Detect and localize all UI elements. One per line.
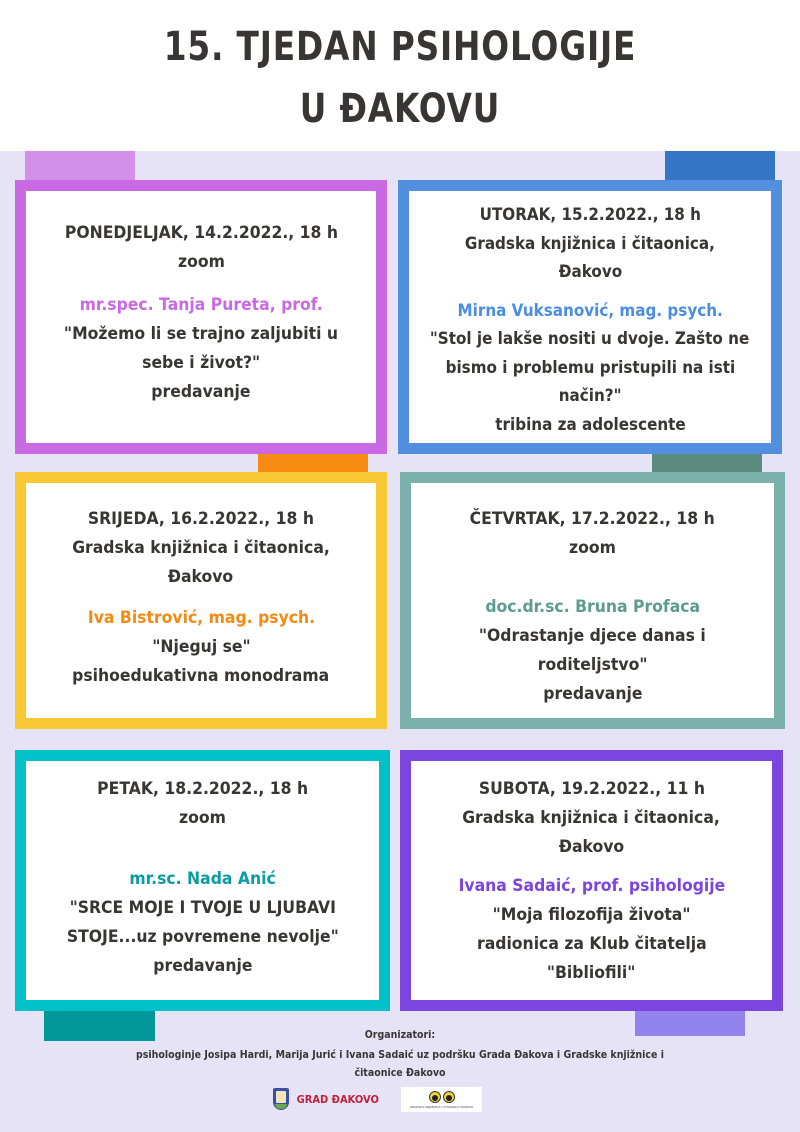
page-title-line-1: 15. TJEDAN PSIHOLOGIJE [163, 24, 637, 70]
event-type: radionica za Klub čitatelja [476, 934, 707, 954]
event-card-saturday [400, 750, 783, 1011]
grad-djakovo-logo [273, 1087, 383, 1111]
event-date: SUBOTA, 19.2.2022., 11 h [478, 779, 705, 799]
event-card-friday [15, 750, 390, 1011]
event-location: Gradska knjižnica i čitaonica, [462, 808, 721, 828]
event-location: Gradska knjižnica i čitaonica, [72, 538, 330, 558]
event-type: predavanje [152, 956, 253, 976]
library-logo [401, 1087, 482, 1112]
event-speaker: Mirna Vuksanović, mag. psych. [457, 300, 723, 320]
event-card-thursday [400, 472, 785, 729]
city-shield-icon [273, 1088, 289, 1110]
event-location: Gradska knjižnica i čitaonica, [464, 233, 716, 253]
event-title: roditeljstvo" [537, 655, 648, 675]
event-location: Đakovo [168, 567, 234, 587]
event-title: STOJE...uz povremene nevolje" [66, 927, 339, 947]
event-card-monday [15, 180, 387, 454]
event-card-tuesday [398, 180, 782, 454]
event-speaker: mr.sc. Nada Anić [129, 869, 276, 889]
event-type: tribina za adolescente [494, 414, 686, 434]
event-date: PETAK, 18.2.2022., 18 h [97, 779, 308, 799]
event-title: "Možemo li se trajno zaljubiti u [63, 324, 339, 344]
event-location: Đakovo [558, 837, 625, 857]
event-title: "Odrastanje djece danas i [479, 626, 706, 646]
event-location: zoom [179, 808, 226, 828]
footer-heading [0, 1028, 800, 1041]
organizers-line-1: psihologinje Josipa Hardi, Marija Jurić i Ivana Sadaić uz podršku Grada Đakova i Gradske knjižnice i [136, 1048, 664, 1061]
event-speaker: Ivana Sadaić, prof. psihologije [458, 876, 725, 896]
deco-block-purple [25, 151, 135, 181]
page-title-line-2: U ĐAKOVU [299, 86, 501, 132]
event-title: "Moja filozofija života" [492, 905, 691, 925]
organizers-heading: Organizatori: [364, 1028, 436, 1041]
event-date: ČETVRTAK, 17.2.2022., 18 h [469, 509, 716, 529]
event-speaker: Iva Bistrović, mag. psych. [87, 608, 315, 628]
footer-organizers-2 [0, 1066, 800, 1079]
event-title: "Stol je lakše nositi u dvoje. Zašto ne [430, 329, 750, 348]
deco-block-green [652, 453, 762, 473]
header [0, 0, 800, 151]
event-type: psihoedukativna monodrama [72, 666, 330, 686]
event-type: predavanje [542, 684, 643, 704]
footer-organizers [0, 1048, 800, 1061]
event-location: Đakovo [558, 262, 622, 281]
deco-block-blue [665, 151, 775, 181]
event-location: zoom [177, 252, 225, 272]
event-speaker: doc.dr.sc. Bruna Profaca [485, 597, 700, 617]
event-date: PONEDJELJAK, 14.2.2022., 18 h [64, 223, 338, 243]
event-title: "SRCE MOJE I TVOJE U LJUBAVI [69, 898, 336, 918]
event-location: zoom [569, 538, 616, 558]
event-type: "Bibliofili" [547, 963, 636, 983]
owl-eyes-icon [429, 1091, 455, 1103]
event-date: UTORAK, 15.2.2022., 18 h [479, 205, 701, 224]
event-type: predavanje [151, 382, 251, 402]
event-title: način?" [558, 386, 622, 405]
event-title: bismo i problemu pristupili na isti [445, 357, 735, 377]
organizers-line-2: čitaonice Đakovo [354, 1066, 446, 1079]
event-card-wednesday [15, 472, 387, 729]
city-logo-text: GRAD ĐAKOVO [296, 1092, 379, 1106]
event-date: SRIJEDA, 16.2.2022., 18 h [87, 509, 315, 529]
event-title: "Njeguj se" [151, 637, 251, 657]
deco-block-orange [258, 453, 368, 473]
library-logo-caption: GRADSKA KNJIŽNICA I ČITAONICA ĐAKOVO [409, 1104, 474, 1109]
event-title: sebe i život?" [141, 353, 261, 373]
event-speaker: mr.spec. Tanja Pureta, prof. [79, 295, 323, 315]
